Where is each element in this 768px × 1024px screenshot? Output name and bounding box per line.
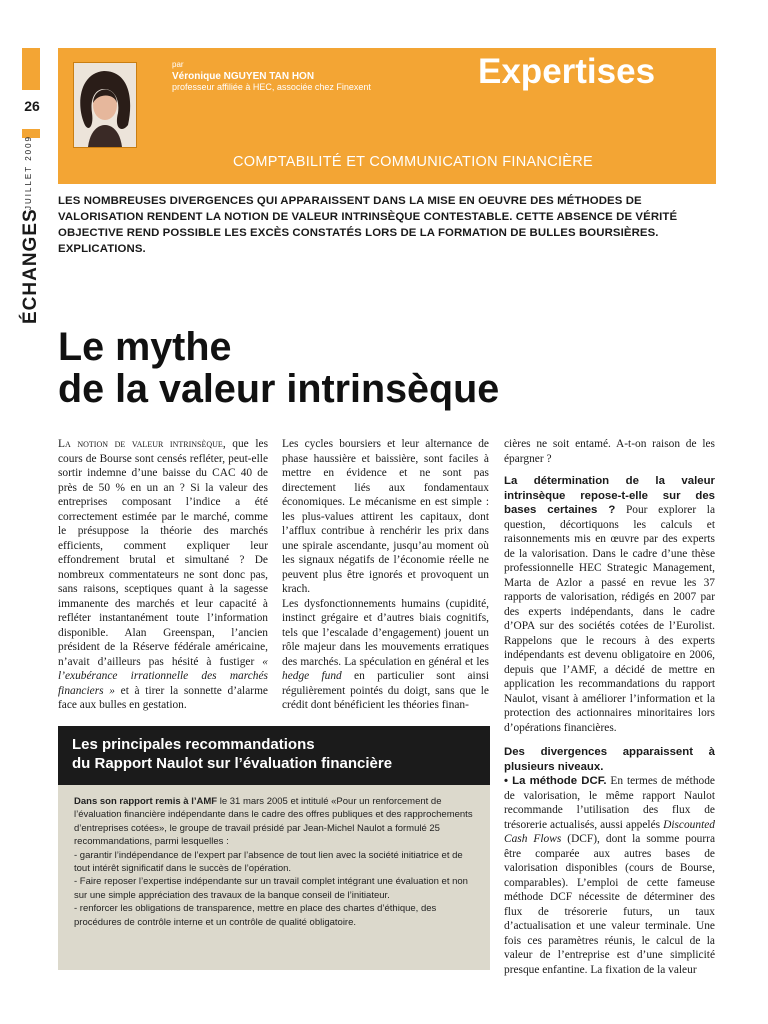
author-role: professeur affiliée à HEC, associée chez Finexent [172,82,371,92]
issue-date: JUILLET 2009 [24,135,33,210]
rubric-label: COMPTABILITÉ ET COMMUNICATION FINANCIÈRE [233,154,594,170]
author-name: Véronique NGUYEN TAN HON [172,71,315,82]
column-2-paragraph-1: Les cycles boursiers et leur alternance de phase haussière et baissière, sont faciles à mettre en évidence et ne sont pas directement liés aux fondamentaux économiques. Le mécanisme en est simple : les plus-values attirent les capitaux, dont l’afflux contribue à renchérir les prix dans une spirale ascendante, jusqu’au moment où les signaux négatifs de l’économie réelle ne peuvent plus être ignorés et provoquent un krach. [282,438,489,595]
lead-in: La notion de valeur intrinsèque, [58,438,226,450]
column-3-paragraph-3: • La méthode DCF. En termes de méthode de valorisation, le même rapport Naulot recommande l’utilisation des flux de trésorerie actualisés, aussi appelés Discounted Cash Flows (DCF), dont la somme pourra être comparée aux autres bases de valorisation disponibles (cours de Bourse, comparables). L’emploi de cette fameuse méthode DCF nécessite de déterminer des flux de trésorerie futurs, un taux d’actualisation et une valeur terminale. Une fois ces paramètres réunis, le calcul de la valeur de l’entreprise est d’une simplicité presque enfantine. La fixation de la valeur [504,775,715,976]
subheading-2: Des divergences apparaissent à plusieurs niveaux. [504,746,715,773]
sidebar-box-text [74,795,479,929]
bullet-dcf: • La méthode DCF. [504,775,607,787]
box-item: - Faire reposer l’expertise indépendante sur un travail complet intégrant une évaluation et non sur une simple appréciation des travaux de la banque conseil de l’initiateur. [74,876,468,901]
title-line-1: Le mythe [58,325,232,369]
article-title [58,326,499,410]
byline-prefix: par [172,60,184,69]
portrait-image [74,63,136,147]
magazine-name: ÉCHANGES [20,208,41,324]
article-column-3 [504,437,715,977]
box-item: - garantir l’indépendance de l’expert par l’absence de tout lien avec la société initiatrice et de tout intérêt significatif dans le succès de l’opération. [74,849,463,875]
section-title: Expertises [478,52,656,91]
column-1-paragraph: La notion de valeur intrinsèque, que les cours de Bourse sont censés refléter, peut-elle sortir indemne d’une baisse du CAC 40 de près de 50 % en un an ? Si la valeur des entreprises composant l’indice a été correctement estimée par le marché, comme le présuppose la théorie des marchés efficients, comment expliquer leur effondrement brutal et simultané ? De nombreux commentateurs ne sont donc pas, sans raisons, sceptiques quant à la sagesse immanente des marchés et leur capacité à refléter instantanément toute l’information disponible. Alan Greenspan, l’ancien président de la Réserve fédérale américaine, n’avait d’ailleurs pas hésité à fustiger « l’exubérance irrationnelle des marchés financiers » et à tirer la sonnette d’alarme face aux bulles en gestation. [58,438,269,711]
greenspan-quote: « l’exubérance irrationnelle des marchés financiers » [58,655,268,697]
title-line-2: de la valeur intrinsèque [58,367,500,411]
article-column-1 [58,437,268,713]
author-photo [73,62,137,148]
column-3-paragraph-1: cières ne soit entamé. A-t-on raison de les épargner ? [504,438,715,465]
article-column-2 [282,437,489,713]
column-3-paragraph-2: La détermination de la valeur intrinsèque repose-t-elle sur des bases certaines ? Pour explorer la question, décortiquons les calculs et raisonnements mis en œuvre par des experts de la valorisation. Dans le cadre d’une thèse professionnelle HEC Strategic Management, Marta de Azlor a passé en revue les 37 rapports de valorisation, rédigés en 2007 par des experts indépendants, dans le cadre d’OPA sur des sociétés cotées de l’Eurolist. Rappelons que le recours à des experts indépendants est devenu obligatoire en 2006, depuis que l’AMF, a décidé de mettre en application les recommandations du rapport Naulot, visant à améliorer l’information et la protection des actionnaires minoritaires lors d’opérations financières. [504,475,716,734]
margin-accent-bar [22,48,40,90]
box-intro: Dans son rapport remis à l’AMF le 31 mars 2005 et intitulé «Pour un renforcement de l’évaluation financière indépendante dans le cadre des offres publiques et des rapprochements d’entreprises cotées», le groupe de travail présidé par Jean-Michel Naulot a formulé 25 recommandations, parmi lesquelles : [74,796,473,848]
column-2-paragraph-2: Les dysfonctionnements humains (cupidité, instinct grégaire et d’autres biais cognitifs, tels que l’escalade d’engagement) jouent un rôle majeur dans les mouvements erratiques des marchés. La spéculation en général et les hedge fund en particulier sont ainsi régulièrement pointés du doigt, sans que le crédit dont bénéficient les théories finan- [282,597,489,711]
subheading-1: La détermination de la valeur intrinsèque repose-t-elle sur des bases certaines ? [504,475,715,516]
article-chapeau: LES NOMBREUSES DIVERGENCES QUI APPARAISSENT DANS LA MISE EN OEUVRE DES MÉTHODES DE VALORISATION RENDENT LA NOTION DE VALEUR INTRINSÈQUE CONTESTABLE. CETTE ABSENCE DE VÉRITÉ OBJECTIVE REND POSSIBLE LES EXCÈS CONSTATÉS LORS DE LA FORMATION DE BULLES BOURSIÈRES. EXPLICATIONS. [58,195,678,255]
page-number: 26 [24,98,40,114]
box-item: - renforcer les obligations de transparence, mettre en place des chartes d’éthique, des procédures de contrôle interne et un contrôle de qualité obligatoire. [74,903,437,928]
sidebar-box-title: Les principales recommandations du Rapport Naulot sur l’évaluation financière [72,736,393,772]
